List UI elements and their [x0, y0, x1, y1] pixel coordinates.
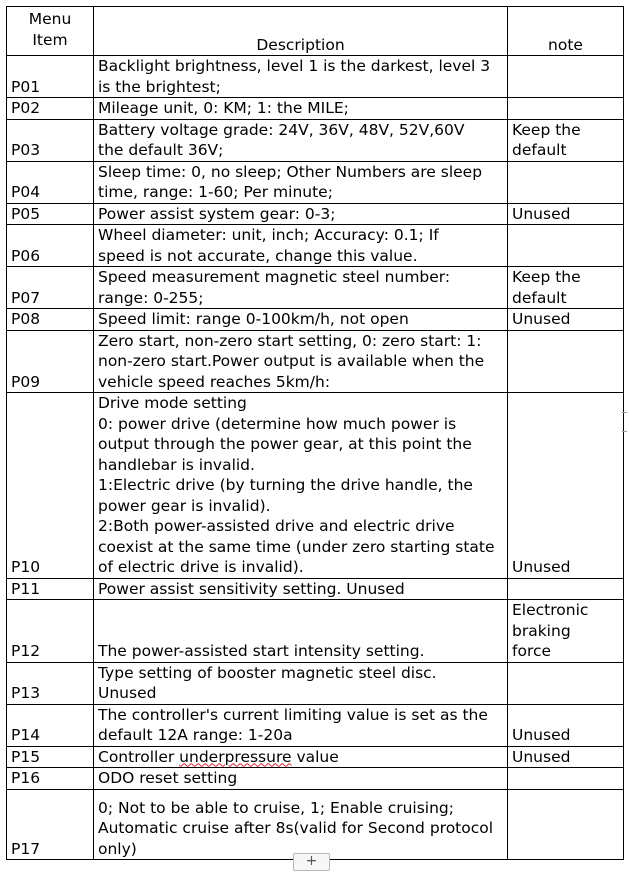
menu-item-code: P07 — [7, 267, 94, 309]
header-menu-item: Menu Item — [7, 7, 94, 56]
menu-item-code: P03 — [7, 119, 94, 161]
table-row — [7, 789, 624, 860]
add-row-button[interactable]: + — [293, 853, 330, 871]
menu-item-code: P17 — [7, 789, 94, 860]
menu-item-description: Type setting of booster magnetic steel disc. Unused — [94, 662, 508, 704]
menu-item-note: Keep the default — [508, 267, 624, 309]
header-description: Description — [94, 7, 508, 56]
menu-item-code: P10 — [7, 393, 94, 579]
menu-item-note — [508, 161, 624, 203]
table-header-row — [7, 7, 624, 56]
page-edge-marker — [622, 412, 627, 432]
menu-item-note — [508, 330, 624, 393]
menu-item-description: 0; Not to be able to cruise, 1; Enable cruising; Automatic cruise after 8s(valid for Second protocol only) — [94, 789, 508, 860]
menu-item-note: Electronic braking force — [508, 600, 624, 663]
menu-item-note: Unused — [508, 704, 624, 746]
spellcheck-underlined-word: underpressure — [179, 747, 292, 766]
menu-item-code: P02 — [7, 98, 94, 120]
table-row — [7, 600, 624, 663]
menu-item-note — [508, 578, 624, 600]
menu-item-code: P06 — [7, 225, 94, 267]
menu-item-description: Backlight brightness, level 1 is the darkest, level 3 is the brightest; — [94, 56, 508, 98]
table-row — [7, 662, 624, 704]
menu-item-note: Keep the default — [508, 119, 624, 161]
menu-item-description — [94, 746, 508, 768]
menu-settings-table — [6, 6, 624, 860]
menu-item-note — [508, 56, 624, 98]
menu-item-code: P14 — [7, 704, 94, 746]
menu-item-note — [508, 789, 624, 860]
menu-item-code: P08 — [7, 309, 94, 331]
menu-item-note: Unused — [508, 203, 624, 225]
menu-item-code: P04 — [7, 161, 94, 203]
table-row — [7, 267, 624, 309]
menu-item-code: P05 — [7, 203, 94, 225]
menu-item-code: P11 — [7, 578, 94, 600]
menu-item-description: Power assist sensitivity setting. Unused — [94, 578, 508, 600]
table-row — [7, 768, 624, 790]
menu-item-description: The controller's current limiting value is set as the default 12A range: 1-20a — [94, 704, 508, 746]
menu-item-description: The power-assisted start intensity setting. — [94, 600, 508, 663]
menu-item-note: Unused — [508, 746, 624, 768]
menu-item-note: Unused — [508, 393, 624, 579]
table-row — [7, 393, 624, 579]
menu-item-description: Drive mode setting 0: power drive (determine how much power is output through the power gear, at this point the handlebar is invalid. 1:Electric drive (by turning the drive handle, the power gear is invalid). 2:Both power-assisted drive and electric drive coexist at the same time (under zero starting state of electric drive is invalid). — [94, 393, 508, 579]
menu-item-code: P13 — [7, 662, 94, 704]
table-row — [7, 309, 624, 331]
menu-item-code: P15 — [7, 746, 94, 768]
menu-item-description: Battery voltage grade: 24V, 36V, 48V, 52V,60V the default 36V; — [94, 119, 508, 161]
menu-item-note — [508, 98, 624, 120]
menu-item-note — [508, 225, 624, 267]
table-row — [7, 746, 624, 768]
table-row — [7, 119, 624, 161]
table-row — [7, 578, 624, 600]
menu-item-description: Mileage unit, 0: KM; 1: the MILE; — [94, 98, 508, 120]
table-row — [7, 161, 624, 203]
menu-item-description: ODO reset setting — [94, 768, 508, 790]
header-note: note — [508, 7, 624, 56]
menu-item-code: P12 — [7, 600, 94, 663]
menu-item-code: P16 — [7, 768, 94, 790]
table-row — [7, 98, 624, 120]
menu-item-description: Wheel diameter: unit, inch; Accuracy: 0.1; If speed is not accurate, change this value. — [94, 225, 508, 267]
menu-item-description: Sleep time: 0, no sleep; Other Numbers are sleep time, range: 1-60; Per minute; — [94, 161, 508, 203]
table-row — [7, 225, 624, 267]
menu-item-note: Unused — [508, 309, 624, 331]
table-row — [7, 330, 624, 393]
menu-item-code: P01 — [7, 56, 94, 98]
menu-item-description: Power assist system gear: 0-3; — [94, 203, 508, 225]
table-row — [7, 203, 624, 225]
description-text: value — [291, 747, 339, 766]
menu-item-description: Zero start, non-zero start setting, 0: zero start: 1: non-zero start.Power output is available when the vehicle speed reaches 5km/h: — [94, 330, 508, 393]
description-text: Controller — [98, 747, 180, 766]
menu-item-code: P09 — [7, 330, 94, 393]
menu-item-note — [508, 768, 624, 790]
menu-item-description: Speed measurement magnetic steel number: range: 0-255; — [94, 267, 508, 309]
menu-item-note — [508, 662, 624, 704]
menu-item-description: Speed limit: range 0-100km/h, not open — [94, 309, 508, 331]
table-row — [7, 704, 624, 746]
table-row — [7, 56, 624, 98]
